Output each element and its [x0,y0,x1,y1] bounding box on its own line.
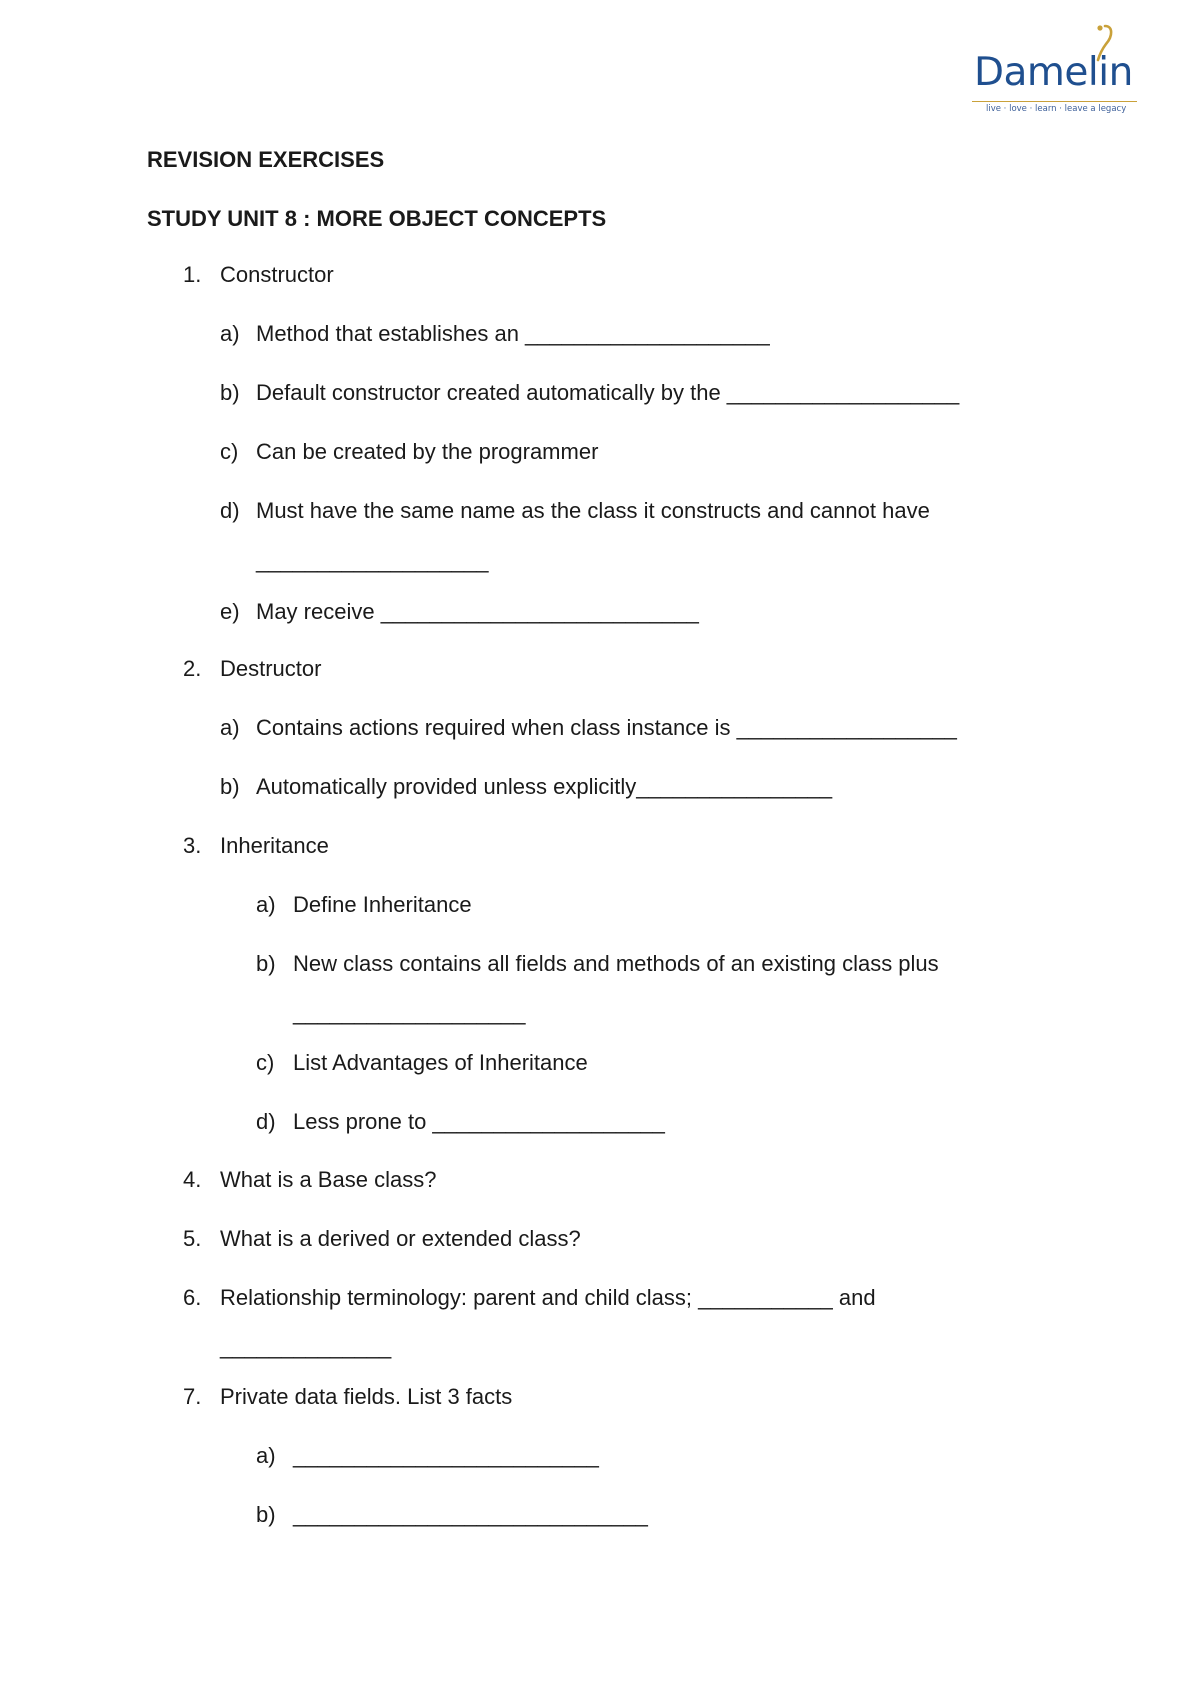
q3-part-b-text: New class contains all fields and methods of an existing class plus [293,951,939,976]
q1-part-b-marker: b) [220,380,240,405]
q1-part-e-marker: e) [220,599,240,624]
q1-part-e-text: May receive __________________________ [256,599,699,624]
damelin-logo [972,22,1142,112]
q1-part-c-text: Can be created by the programmer [256,439,599,464]
q1-part-d-text: Must have the same name as the class it constructs and cannot have [256,498,930,523]
question-6-number: 6. [183,1285,202,1310]
q1-part-c-marker: c) [220,439,239,464]
q2-part-a-marker: a) [220,715,240,740]
question-2-number: 2. [183,656,202,681]
q7-part-a-answer-blank: _________________________ [293,1443,599,1468]
question-3-number: 3. [183,833,202,858]
question-5-text: What is a derived or extended class? [220,1226,581,1251]
logo-tagline: live · love · learn · leave a legacy [986,104,1127,114]
q3-part-d-marker: d) [256,1109,276,1134]
q2-part-a-text: Contains actions required when class instance is __________________ [256,715,957,740]
q2-part-b-text: Automatically provided unless explicitly________________ [256,774,833,799]
question-6-text: Relationship terminology: parent and child class; ___________ and [220,1285,876,1310]
logo-divider [972,101,1137,102]
q1-part-a-text: Method that establishes an ____________________ [256,321,770,346]
q7-part-a-marker: a) [256,1443,276,1468]
q3-part-c-text: List Advantages of Inheritance [293,1050,588,1075]
question-1-number: 1. [183,262,202,287]
page-heading: REVISION EXERCISES [147,147,385,172]
question-5-number: 5. [183,1226,202,1251]
unit-title: STUDY UNIT 8 : MORE OBJECT CONCEPTS [147,206,607,231]
q1-part-b-text: Default constructor created automatically by the ___________________ [256,380,960,405]
q7-part-b-marker: b) [256,1502,276,1527]
logo-wordmark: Damelin [974,50,1133,95]
q2-part-b-marker: b) [220,774,240,799]
q1-part-d-marker: d) [220,498,240,523]
q3-part-a-marker: a) [256,892,276,917]
question-2-text: Destructor [220,656,322,681]
question-1-text: Constructor [220,262,334,287]
q3-part-b-answer-blank: ___________________ [293,1000,526,1025]
question-3-text: Inheritance [220,833,329,858]
q1-part-a-marker: a) [220,321,240,346]
q1-part-d-answer-blank: ___________________ [256,548,489,573]
question-7-number: 7. [183,1384,202,1409]
q3-part-d-text: Less prone to ___________________ [293,1109,665,1134]
question-4-text: What is a Base class? [220,1167,437,1192]
q3-part-c-marker: c) [256,1050,275,1075]
q3-part-a-text: Define Inheritance [293,892,472,917]
q7-part-b-answer-blank: _____________________________ [293,1502,648,1527]
question-7-text: Private data fields. List 3 facts [220,1384,513,1409]
question-6-answer-blank: ______________ [220,1334,392,1359]
question-4-number: 4. [183,1167,202,1192]
q3-part-b-marker: b) [256,951,276,976]
